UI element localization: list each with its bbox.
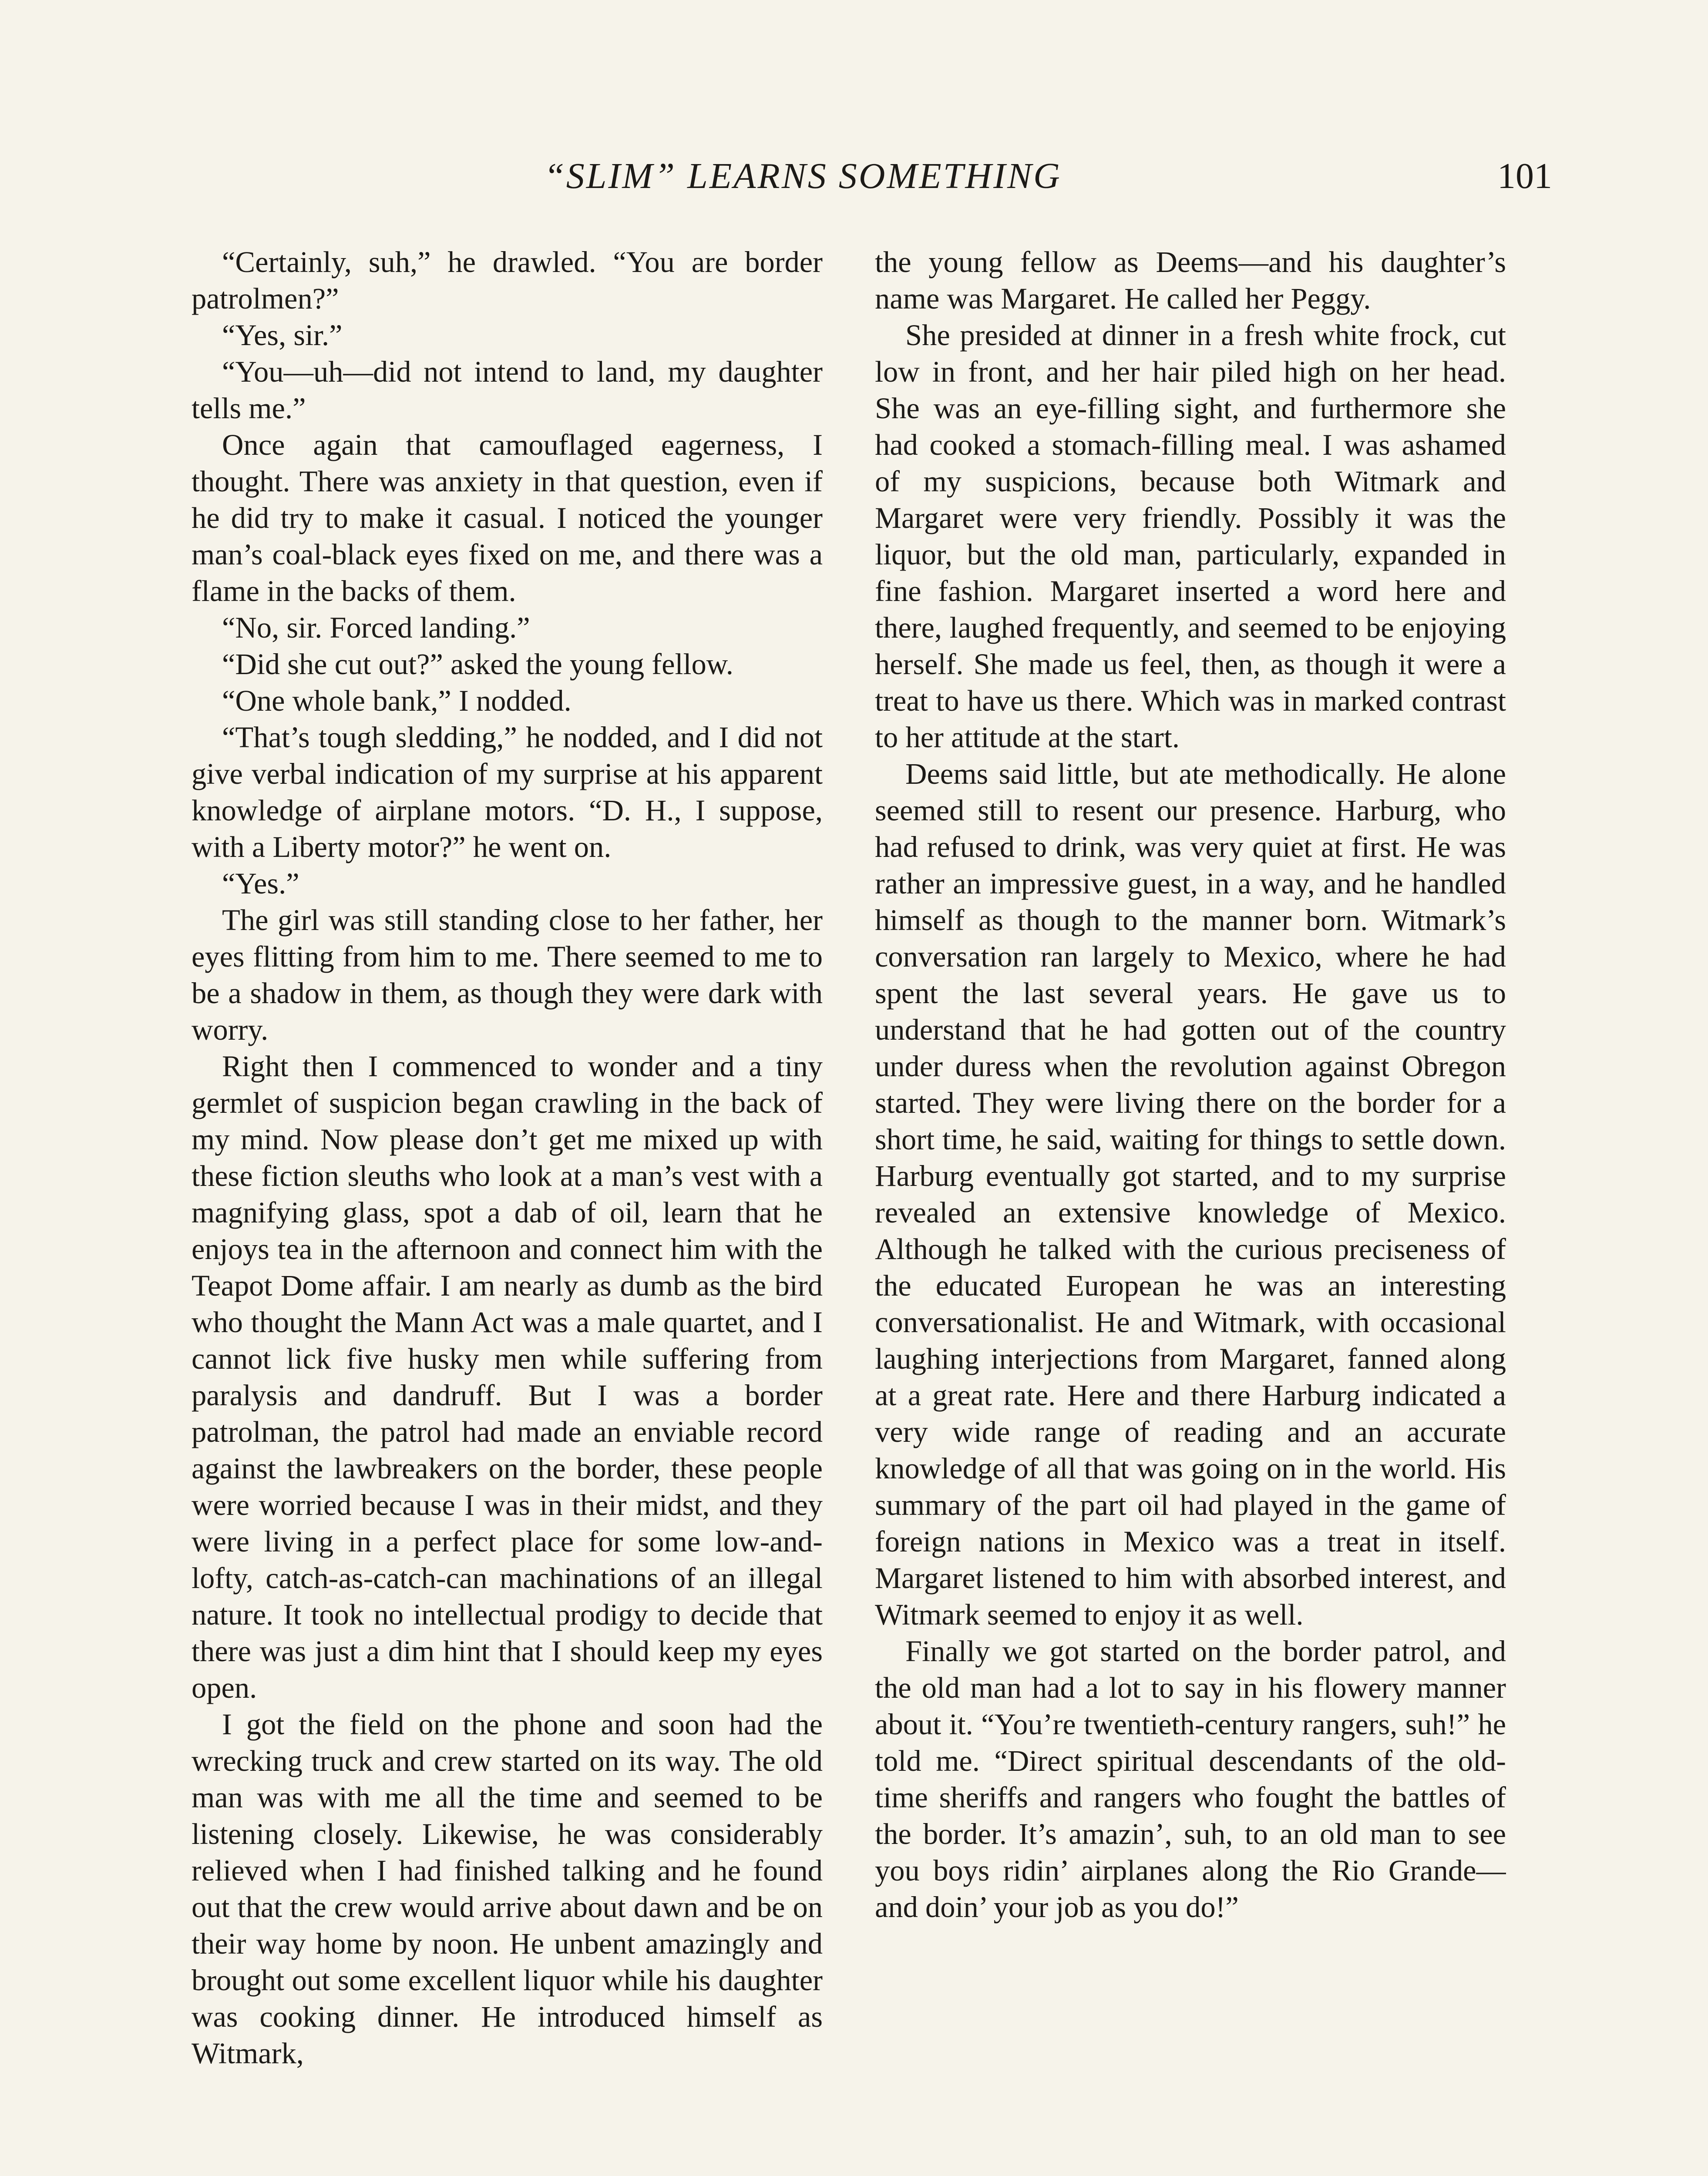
page-number: 101 [1497,156,1552,196]
running-title: “SLIM” LEARNS SOMETHING [544,156,1062,196]
paragraph: “Did she cut out?” asked the young fellow. [222,648,733,681]
paragraph: “Certainly, suh,” he drawled. “You are border patrolmen?” [192,245,823,315]
paragraph: “One whole bank,” I nodded. [222,684,572,717]
paragraph: Finally we got started on the border patrol, and the old man had a lot to say in his flowery manner about it. “You’re twentieth-century rangers, suh!” he told me. “Direct spiritual descendants of the old-time sheriffs and rangers who fought the battles of the border. It’s amazin’, suh, to an old man to see you boys ridin’ airplanes along the Rio Grande—and doin’ your job as you do!” [875,1635,1506,1924]
paragraph: “Yes, sir.” [222,319,343,352]
paragraph: “You—uh—did not intend to land, my daughter tells me.” [192,355,823,425]
paragraph: “That’s tough sledding,” he nodded, and I did not give verbal indication of my surprise at his apparent knowledge of airplane motors. “D. H., I suppose, with a Liberty motor?” he went on. [192,721,823,863]
left-column [192,244,823,2176]
paragraph: Right then I commenced to wonder and a tiny germlet of suspicion began crawling in the back of my mind. Now please don’t get me mixed up with these fiction sleuths who look at a man’s vest with a magnifying glass, spot a dab of oil, learn that he enjoys tea in the afternoon and connect him with the Teapot Dome affair. I am nearly as dumb as the bird who thought the Mann Act was a male quartet, and I cannot lick five husky men while suffering from paralysis and dandruff. But I was a border patrolman, the patrol had made an enviable record against the lawbreakers on the border, these people were worried because I was in their midst, and they were living in a perfect place for some low-and-lofty, catch-as-catch-can machinations of an illegal nature. It took no intellectual prodigy to decide that there was just a dim hint that I should keep my eyes open. [192,1050,823,1704]
paragraph-continued: the young fellow as Deems—and his daughter’s name was Margaret. He called her Peggy. [875,245,1506,315]
paragraph: The girl was still standing close to her father, her eyes flitting from him to me. There seemed to me to be a shadow in them, as though they were dark with worry. [192,903,823,1046]
running-header [0,144,1708,209]
paragraph: “No, sir. Forced landing.” [222,611,530,644]
paragraph: Once again that camouflaged eagerness, I thought. There was anxiety in that question, even if he did try to make it casual. I noticed the younger man’s coal-black eyes fixed on me, and there was a flame in the backs of them. [192,428,823,608]
paragraph: I got the field on the phone and soon had the wrecking truck and crew started on its way. The old man was with me all the time and seemed to be listening closely. Likewise, he was considerably relieved when I had finished talking and he found out that the crew would arrive about dawn and be on their way home by noon. He unbent amazingly and brought out some excellent liquor while his daughter was cooking dinner. He introduced himself as Witmark, [192,1708,823,2070]
paragraph: Deems said little, but ate methodically. He alone seemed still to resent our presence. Harburg, who had refused to drink, was very quiet at first. He was rather an impressive guest, in a way, and he handled himself as though to the manner born. Witmark’s conversation ran largely to Mexico, where he had spent the last several years. He gave us to understand that he had gotten out of the country under duress when the revolution against Obregon started. They were living there on the border for a short time, he said, waiting for things to settle down. Harburg eventually got started, and to my surprise revealed an extensive knowledge of Mexico. Although he talked with the curious preciseness of the educated European he was an interesting conversationalist. He and Witmark, with occasional laughing interjections from Margaret, fanned along at a great rate. Here and there Harburg indicated a very wide range of reading and an accurate knowledge of all that was going on in the world. His summary of the part oil had played in the game of foreign nations in Mexico was a treat in itself. Margaret listened to him with absorbed interest, and Witmark seemed to enjoy it as well. [875,757,1506,1631]
paragraph: “Yes.” [222,867,299,900]
right-column [875,244,1506,2176]
paragraph: She presided at dinner in a fresh white frock, cut low in front, and her hair piled high on her head. She was an eye-filling sight, and furthermore she had cooked a stomach-filling meal. I was ashamed of my suspicions, because both Witmark and Margaret were very friendly. Possibly it was the liquor, but the old man, particularly, expanded in fine fashion. Margaret inserted a word here and there, laughed frequently, and seemed to be enjoying herself. She made us feel, then, as though it were a treat to have us there. Which was in marked contrast to her attitude at the start. [875,319,1506,754]
